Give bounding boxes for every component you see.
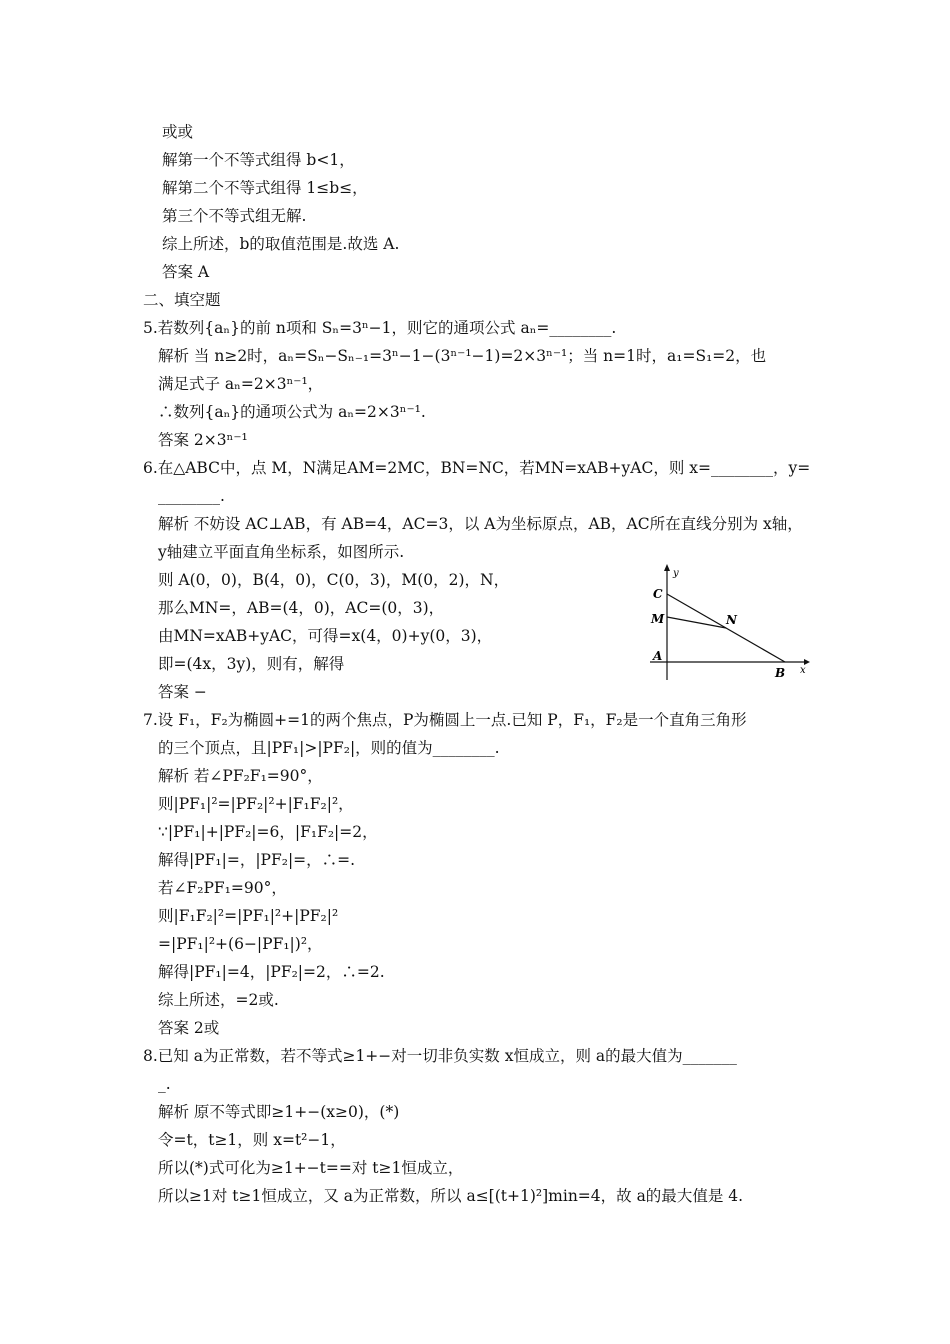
text-line: 解析 不妨设 AC⊥AB，有 AB=4，AC=3，以 A为坐标原点，AB，AC所在直线分别为 x轴， [158, 515, 803, 533]
coordinate-figure [640, 562, 820, 682]
text-line: 那么MN=，AB=(4，0)，AC=(0，3)， [158, 599, 445, 617]
label-n: N [726, 613, 737, 627]
y-axis-arrow [664, 564, 670, 571]
label-x: x [800, 665, 806, 676]
text-line: 或或 [162, 123, 194, 141]
label-m: M [651, 612, 665, 626]
text-line: 解得|PF₁|=4，|PF₂|=2，∴=2. [158, 963, 385, 981]
text-line: 即=(4x，3y)，则有，解得 [158, 655, 345, 673]
text-line: 解第二个不等式组得 1≤b≤， [162, 179, 368, 197]
text-line: 解析 若∠PF₂F₁=90°， [158, 767, 323, 785]
text-line: 由MN=xAB+yAC，可得=x(4，0)+y(0，3)， [158, 627, 493, 645]
text-line: 解析 当 n≥2时，aₙ=Sₙ−Sₙ₋₁=3ⁿ−1−(3ⁿ⁻¹−1)=2×3ⁿ⁻¹；当 n=1时，a₁=S₁=2，也 [158, 347, 767, 365]
text-line: 若∠F₂PF₁=90°， [158, 879, 287, 897]
text-line: 答案 − [158, 683, 207, 701]
text-line: 综上所述，=2或. [158, 991, 279, 1009]
text-line: 则|PF₁|²=|PF₂|²+|F₁F₂|²， [158, 795, 354, 813]
text-line: 令=t，t≥1，则 x=t²−1， [158, 1131, 346, 1149]
text-line: 解得|PF₁|=，|PF₂|=，∴=. [158, 851, 356, 869]
text-line: ________. [158, 487, 225, 505]
text-line: 综上所述，b的取值范围是.故选 A. [162, 235, 400, 253]
text-line: 则|F₁F₂|²=|PF₁|²+|PF₂|² [158, 907, 339, 925]
text-line: 7.设 F₁，F₂为椭圆+=1的两个焦点，P为椭圆上一点.已知 P，F₁，F₂是一个直角三角形 [143, 711, 747, 729]
text-line: 答案 2或 [158, 1019, 220, 1037]
text-line: 6.在△ABC中，点 M，N满足AM=2MC，BN=NC，若MN=xAB+yAC，则 x=________，y= [143, 459, 811, 477]
label-a: A [653, 649, 663, 663]
text-line: 8.已知 a为正常数，若不等式≥1+−对一切非负实数 x恒成立，则 a的最大值为_______ [143, 1047, 737, 1065]
text-line: 所以(*)式可化为≥1+−t==对 t≥1恒成立， [158, 1159, 464, 1177]
text-line: y轴建立平面直角坐标系，如图所示. [158, 543, 405, 561]
text-line: 的三个顶点，且|PF₁|>|PF₂|，则的值为________. [158, 739, 500, 757]
label-y: y [673, 568, 679, 579]
text-line: 满足式子 aₙ=2×3ⁿ⁻¹， [158, 375, 324, 393]
text-line: 解析 原不等式即≥1+−(x≥0)，(*) [158, 1103, 400, 1121]
text-line: 第三个不等式组无解. [162, 207, 307, 225]
text-line: ∴数列{aₙ}的通项公式为 aₙ=2×3ⁿ⁻¹. [158, 403, 426, 421]
text-line: 则 A(0，0)，B(4，0)，C(0，3)，M(0，2)，N， [158, 571, 510, 589]
text-line: 解第一个不等式组得 b<1， [162, 151, 355, 169]
text-line: 答案 A [162, 263, 210, 281]
text-line: 答案 2×3ⁿ⁻¹ [158, 431, 248, 449]
text-line: 二、填空题 [143, 291, 221, 309]
text-line: ∵|PF₁|+|PF₂|=6，|F₁F₂|=2， [158, 823, 378, 841]
text-line: 所以≥1对 t≥1恒成立，又 a为正常数，所以 a≤[(t+1)²]min=4，故 a的最大值是 4. [158, 1187, 744, 1205]
text-line: =|PF₁|²+(6−|PF₁|)²， [158, 935, 323, 953]
label-c: C [653, 587, 663, 601]
label-b: B [775, 666, 786, 680]
text-line: 5.若数列{aₙ}的前 n项和 Sₙ=3ⁿ−1，则它的通项公式 aₙ=________. [143, 319, 617, 337]
text-line: _. [158, 1075, 171, 1093]
